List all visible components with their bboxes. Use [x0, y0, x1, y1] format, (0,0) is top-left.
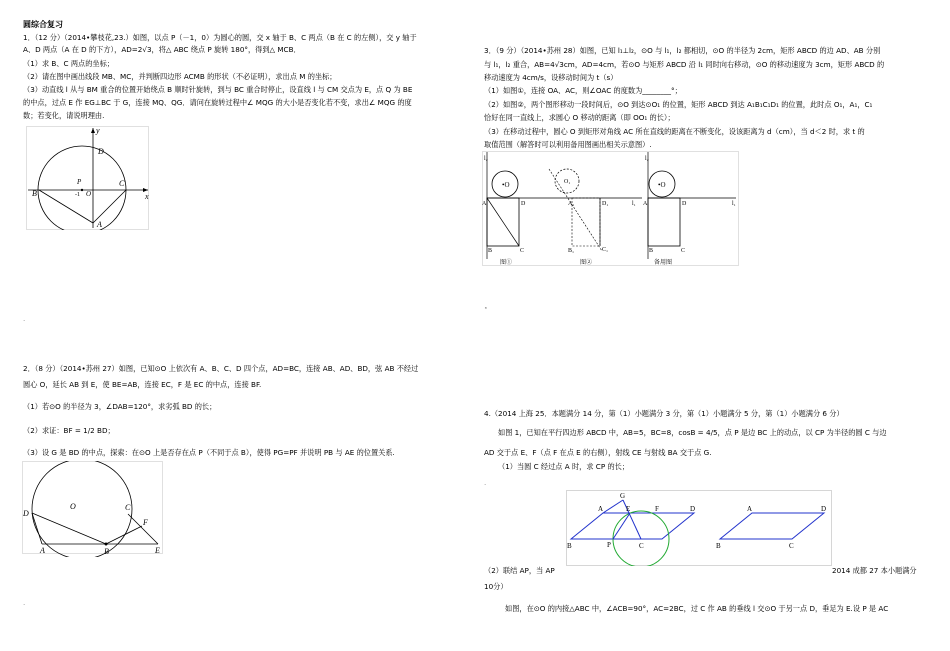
q2-line1: 2．（8 分）（2014•苏州 27）如图，已知⊙O 上依次有 A、B、C、D 四个点，AD=BC，连接 AB、AD、BD，弦 AB 不经过 — [23, 364, 419, 373]
mark-4: · — [484, 480, 487, 489]
q2-label-b: B — [104, 547, 109, 556]
q1-figure — [26, 124, 154, 230]
q3-p3-d: D — [682, 201, 687, 207]
q4-line6: 2014 成都 27 本小题满分 — [832, 566, 917, 575]
q3-p1-c: C — [520, 248, 525, 254]
q1-label-c: C — [119, 179, 125, 188]
q4-label-c: C — [639, 542, 644, 550]
q1-line6: 的中点，过点 E 作 EG⊥BC 于 G，连接 MQ、QG．请问在旋转过程中∠ MQG 的大小是否变化若不变，求出∠ MQG 的度 — [23, 98, 412, 107]
q2-label-f: F — [143, 518, 148, 527]
q3-figure — [482, 151, 740, 267]
q3-panel-1 — [482, 152, 552, 266]
mark-2: · — [23, 600, 26, 609]
q1-label-b: B — [32, 189, 37, 198]
q4-label-f: F — [655, 505, 659, 513]
q3-line2: 与 l₁，l₂ 重合，AB=4√3cm，AD=4cm，若⊙O 与矩形 ABCD 沿 l₁ 同时向右移动，⊙O 的移动速度为 3cm，矩形 ABCD 的 — [484, 60, 885, 69]
q4-label-a2: A — [747, 505, 753, 513]
q2-label-a: A — [40, 546, 45, 555]
q4-line4: （1）当圆 C 经过点 A 时，求 CP 的长； — [498, 462, 630, 471]
q3-p1-b: B — [488, 248, 493, 254]
q3-line4: （1）如图①，连接 OA、AC，则∠OAC 的度数为________°； — [484, 86, 682, 95]
q3-p1-l2: l₂ — [484, 156, 488, 162]
q4-line8: 如图，在⊙O 的内接△ABC 中，∠ACB=90°，AC=2BC，过 C 作 AB 的垂线 l 交⊙O 于另一点 D，垂足为 E.设 P 是 AC — [505, 604, 889, 613]
q3-p3-a: A — [643, 201, 648, 207]
q3-p2-d1: D₁ — [602, 201, 609, 207]
q1-label-d: D — [98, 147, 104, 156]
q3-p3-b: B — [649, 248, 654, 254]
q3-p3-l1: l₁ — [732, 201, 736, 207]
q3-line7: （3）在移动过程中，圆心 O 到矩形对角线 AC 所在直线的距离在不断变化，设该距离为 d（cm），当 d＜2 时，求 t 的 — [484, 127, 865, 136]
q3-p3-c: C — [681, 248, 686, 254]
q3-p1-a: A — [482, 201, 487, 207]
q1-line4: （2）请在图中画出线段 MB、MC，并判断四边形 ACMB 的形状（不必证明），求出点 M 的坐标； — [23, 72, 337, 81]
q2-label-e: E — [155, 546, 160, 555]
q4-figure — [566, 490, 832, 566]
page-title: 圆综合复习 — [23, 20, 63, 29]
q4-label-d2: D — [821, 505, 827, 513]
q4-label-p: P — [607, 541, 611, 549]
q4-line5: （2）联结 AP，当 AP — [484, 566, 555, 575]
q4-label-g: G — [620, 492, 626, 500]
q3-p2-b1: B₁ — [568, 248, 575, 254]
q4-label-e: E — [626, 505, 631, 513]
q1-line5: （3）动直线 l 从与 BM 重合的位置开始绕点 B 顺时针旋转，到与 BC 重合时停止，设直线 l 与 CM 交点为 E，点 Q 为 BE — [23, 85, 413, 94]
q4-label-c2: C — [789, 542, 794, 550]
q2-line4: （2）求证：BF = 1/2 BD； — [23, 426, 115, 435]
q3-p3-l2: l₂ — [645, 156, 649, 162]
q3-p2-a1: A₁ — [568, 201, 575, 207]
q3-line1: 3．（9 分）（2014•苏州 28）如图，已知 l₁⊥l₂，⊙O 与 l₁，l₂ 都相切，⊙O 的半径为 2cm，矩形 ABCD 的边 AD、AB 分别 — [484, 46, 881, 55]
q2-label-o: O — [70, 502, 76, 511]
q4-line1: 4.（2014 上海 25．本题满分 14 分，第（1）小题满分 3 分，第（1）小题满分 5 分，第（1）小题满分 6 分） — [484, 409, 844, 418]
q3-p3-cap: 备用图 — [654, 260, 673, 266]
q3-p2-c1: C₁ — [602, 247, 609, 253]
q1-label-o: O — [86, 190, 92, 198]
mark-3: ˟ — [484, 306, 488, 315]
q3-p1-d: D — [521, 201, 526, 207]
q1-line1: 1．（12 分）（2014•攀枝花,23.）如图，以点 P（－1，0）为圆心的圆，交 x 轴于 B、C 两点（B 在 C 的左侧），交 y 轴于 — [23, 33, 417, 42]
q2-label-d: D — [23, 509, 29, 518]
q4-label-b2: B — [716, 542, 721, 550]
q1-label-x: x — [145, 192, 149, 201]
q2-line3: （1）若⊙O 的半径为 3，∠DAB=120°，求劣弧 BD 的长； — [23, 402, 217, 411]
q1-label-p: P — [77, 178, 82, 186]
q3-p1-o: •O — [502, 181, 510, 189]
q2-label-c: C — [125, 503, 131, 512]
q4-line3: AD 交于点 E、F（点 F 在点 E 的右侧），射线 CE 与射线 BA 交于点 G. — [484, 448, 712, 457]
q3-line6: 恰好在同一直线上，求圆心 O 移动的距离（即 OO₁ 的长）； — [484, 113, 675, 122]
q1-line7: 数；若变化，请说明理由. — [23, 111, 105, 120]
q1-label-y: y — [96, 126, 100, 135]
q1-line2: A、D 两点（A 在 D 的下方），AD=2√3，将△ ABC 绕点 P 旋转 180°，得到△ MCB． — [23, 45, 301, 54]
q3-p2-l1: l₁ — [632, 201, 636, 207]
q3-panel-2 — [549, 169, 642, 266]
q1-label-m1: -1 — [75, 192, 80, 198]
q1-line3: （1）求 B、C 两点的坐标； — [23, 59, 114, 68]
q3-p1-cap: 图① — [500, 260, 513, 266]
q3-p3-o: •O — [658, 181, 666, 189]
q3-line3: 移动速度为 4cm/s，设移动时间为 t（s） — [484, 73, 618, 82]
q2-line2: 圆心 O，延长 AB 到 E，使 BE=AB，连接 EC，F 是 EC 的中点，连接 BF. — [23, 380, 262, 389]
q4-label-a: A — [598, 505, 604, 513]
q1-label-a: A — [97, 220, 102, 229]
q4-label-d: D — [690, 505, 696, 513]
q4-line2: 如图 1，已知在平行四边形 ABCD 中，AB=5，BC=8，cosB = 4/5，点 P 是边 BC 上的动点，以 CP 为半径的圆 C 与边 — [498, 428, 887, 437]
q4-label-b: B — [567, 542, 572, 550]
q3-line5: （2）如图②，两个图形移动一段时间后，⊙O 到达⊙O₁ 的位置，矩形 ABCD 到达 A₁B₁C₁D₁ 的位置，此时点 O₁，A₁，C₁ — [484, 100, 873, 109]
q2-line5: （3）设 G 是 BD 的中点，探索：在⊙O 上是否存在点 P（不同于点 B），使得 PG=PF 并说明 PB 与 AE 的位置关系. — [23, 448, 395, 457]
mark-1: · — [23, 316, 26, 325]
q2-figure — [22, 461, 166, 557]
q3-panel-3 — [643, 152, 736, 266]
q4-line7: 10分） — [484, 582, 508, 591]
q3-p2-cap: 图② — [580, 260, 593, 266]
q3-p2-o1: O₁ — [564, 179, 571, 185]
q3-line8: 取值范围（解答时可以利用备用图画出相关示意图）. — [484, 140, 652, 149]
